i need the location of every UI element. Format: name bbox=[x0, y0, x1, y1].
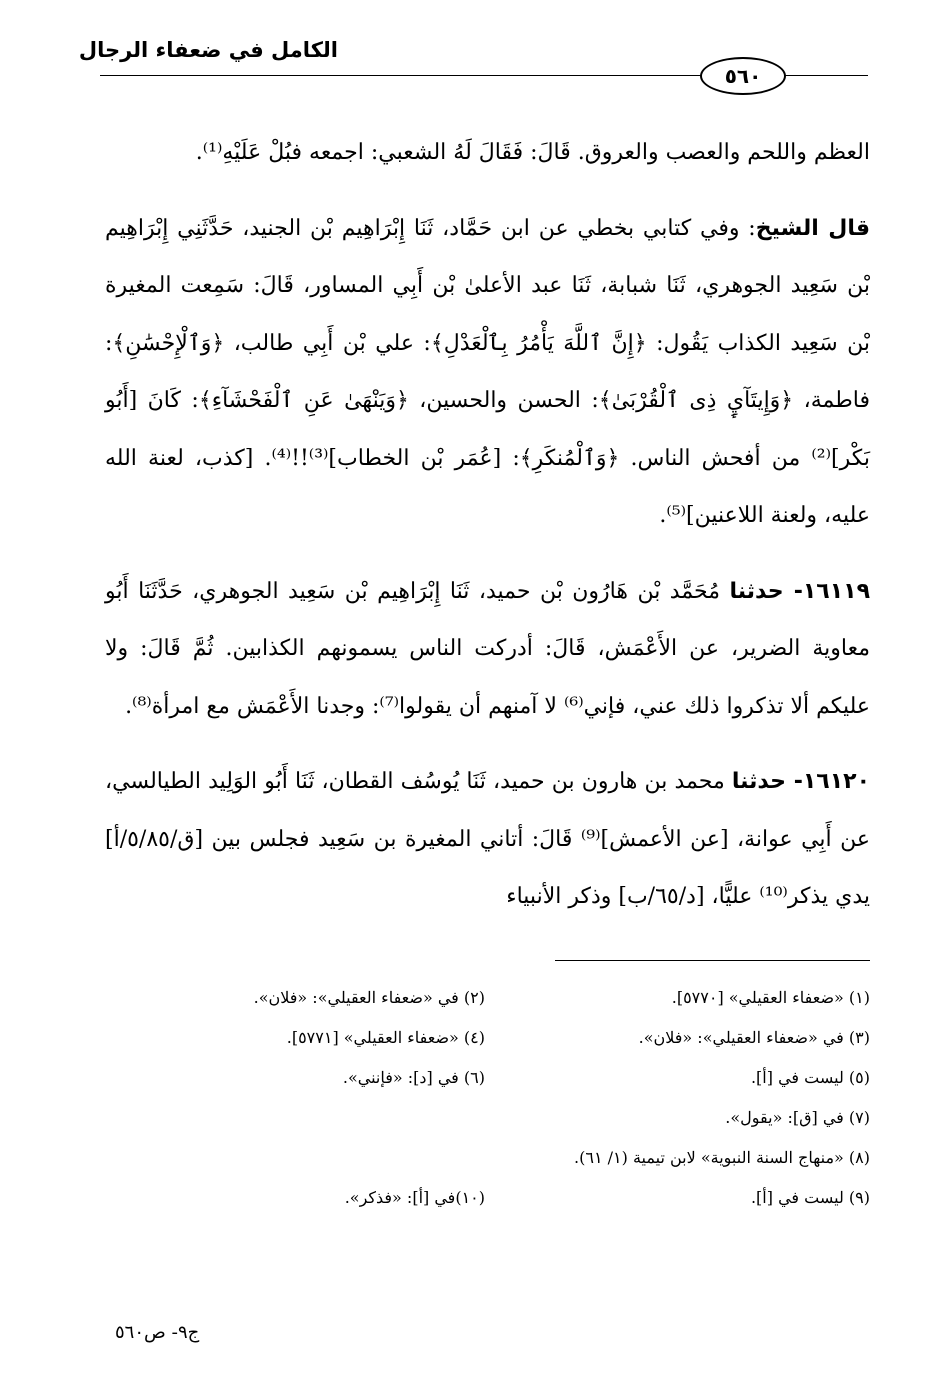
footnote: (١٠)في [أ]: «فذكر». bbox=[344, 1188, 485, 1207]
footnote: (٨) «منهاج السنة النبوية» لابن تيمية (١/ ٦١). bbox=[574, 1148, 870, 1167]
paragraph-2-text: : وفي كتابي بخطي عن ابن حَمَّاد، ثَنَا إِبْرَاهِيم بْن الجنيد، حَدَّثَنِي إِبْرَاهِيم بْن سَعِيد الجوهري، ثَنَا شبابة، ثَنَا عبد الأعلىٰ بْن أَبِي المساور، قَالَ: سَمِعت المغيرة بْن سَعِيد الكذاب يَقُول: ﴿إِنَّ ٱللَّهَ يَأْمُرُ بِٱلْعَدْلِ﴾: علي بْن أَبِي طالب، ﴿وَٱلْإِحْسَٰنِ﴾: فاطمة، ﴿وَإِيتَآيِٕ ذِى ٱلْقُرْبَىٰ﴾: الحسن والحسين، ﴿وَيَنْهَىٰ عَنِ ٱلْفَحْشَآءِ﴾: كَانَ [أَبُو بَكْر]⁽²⁾ من أفحش الناس. ﴿وَٱلْمُنكَرِ﴾: [عُمَر بْن الخطاب]⁽³⁾!!⁽⁴⁾. [كذب، لعنة الله عليه، ولعنة اللاعنين]⁽⁵⁾. bbox=[105, 215, 871, 528]
sheikh-label: قال الشيخ bbox=[755, 215, 870, 241]
hadith-text: محمد بن هارون بن حميد، ثَنَا يُوسُف القطان، ثَنَا أَبُو الوَلِيد الطيالسي، عن أَبِي عوانة، [عن الأعمش]⁽⁹⁾ قَالَ: أتاني المغيرة بن سَعِيد فجلس بين [ق/٥/٨٥/أ] يدي يذكر⁽¹⁰⁾ عليًّا، [د/٦٥/ب] وذكر الأنبياء bbox=[105, 769, 870, 909]
footnote: (٧) في [ق]: «يقول». bbox=[725, 1108, 870, 1127]
page-number-badge: ٥٦٠ bbox=[700, 57, 786, 95]
footnote-row bbox=[100, 1098, 870, 1138]
footnote-row bbox=[100, 978, 870, 1018]
footnote: (٤) «ضعفاء العقيلي» [٥٧٧١]. bbox=[286, 1028, 485, 1047]
footnote-row bbox=[100, 1018, 870, 1058]
running-title: الكامل في ضعفاء الرجال bbox=[78, 38, 338, 62]
paragraph-1 bbox=[105, 124, 870, 182]
paragraph-2 bbox=[105, 200, 870, 545]
footnotes bbox=[100, 978, 870, 1218]
footnote: (١) «ضعفاء العقيلي» [٥٧٧٠]. bbox=[671, 988, 870, 1007]
footnote-rule bbox=[555, 960, 870, 961]
footnote-row bbox=[100, 1178, 870, 1218]
footnote: (٦) في [د]: «فإنني». bbox=[342, 1068, 485, 1087]
main-text bbox=[105, 124, 870, 926]
footnote-row bbox=[100, 1138, 870, 1178]
footnote-row bbox=[100, 1058, 870, 1098]
hadith-number: ١٦١١٩- حدثنا bbox=[729, 578, 870, 604]
footnote: (٣) في «ضعفاء العقيلي»: «فلان». bbox=[638, 1028, 870, 1047]
hadith-text: مُحَمَّد بْن هَارُون بْن حميد، ثَنَا إِبْرَاهِيم بْن سَعِيد الجوهري، حَدَّثَنَا أَبُو معاوية الضرير، عن الأَعْمَش، قَالَ: أدركت الناس يسمونهم الكذابين. ثُمَّ قَالَ: ولا عليكم ألا تذكروا ذلك عني، فإني⁽⁶⁾ لا آمنهم أن يقولوا⁽⁷⁾: وجدنا الأَعْمَش مع امرأة⁽⁸⁾. bbox=[105, 578, 870, 719]
footnote: (٥) ليست في [أ]. bbox=[750, 1068, 870, 1087]
paragraph-1-text: العظم واللحم والعصب والعروق. قَالَ: فَقَالَ لَهُ الشعبي: اجمعه فبُلْ عَلَيْهِ⁽¹⁾. bbox=[195, 140, 870, 165]
folio: ج٩- ص٥٦٠ bbox=[115, 1322, 200, 1343]
footnote-empty bbox=[100, 1098, 485, 1138]
footnote: (٩) ليست في [أ]. bbox=[750, 1188, 870, 1207]
footnote: (٢) في «ضعفاء العقيلي»: «فلان». bbox=[253, 988, 485, 1007]
hadith-16120 bbox=[105, 753, 870, 926]
hadith-number: ١٦١٢٠- حدثنا bbox=[731, 769, 870, 794]
hadith-16119 bbox=[105, 563, 870, 736]
